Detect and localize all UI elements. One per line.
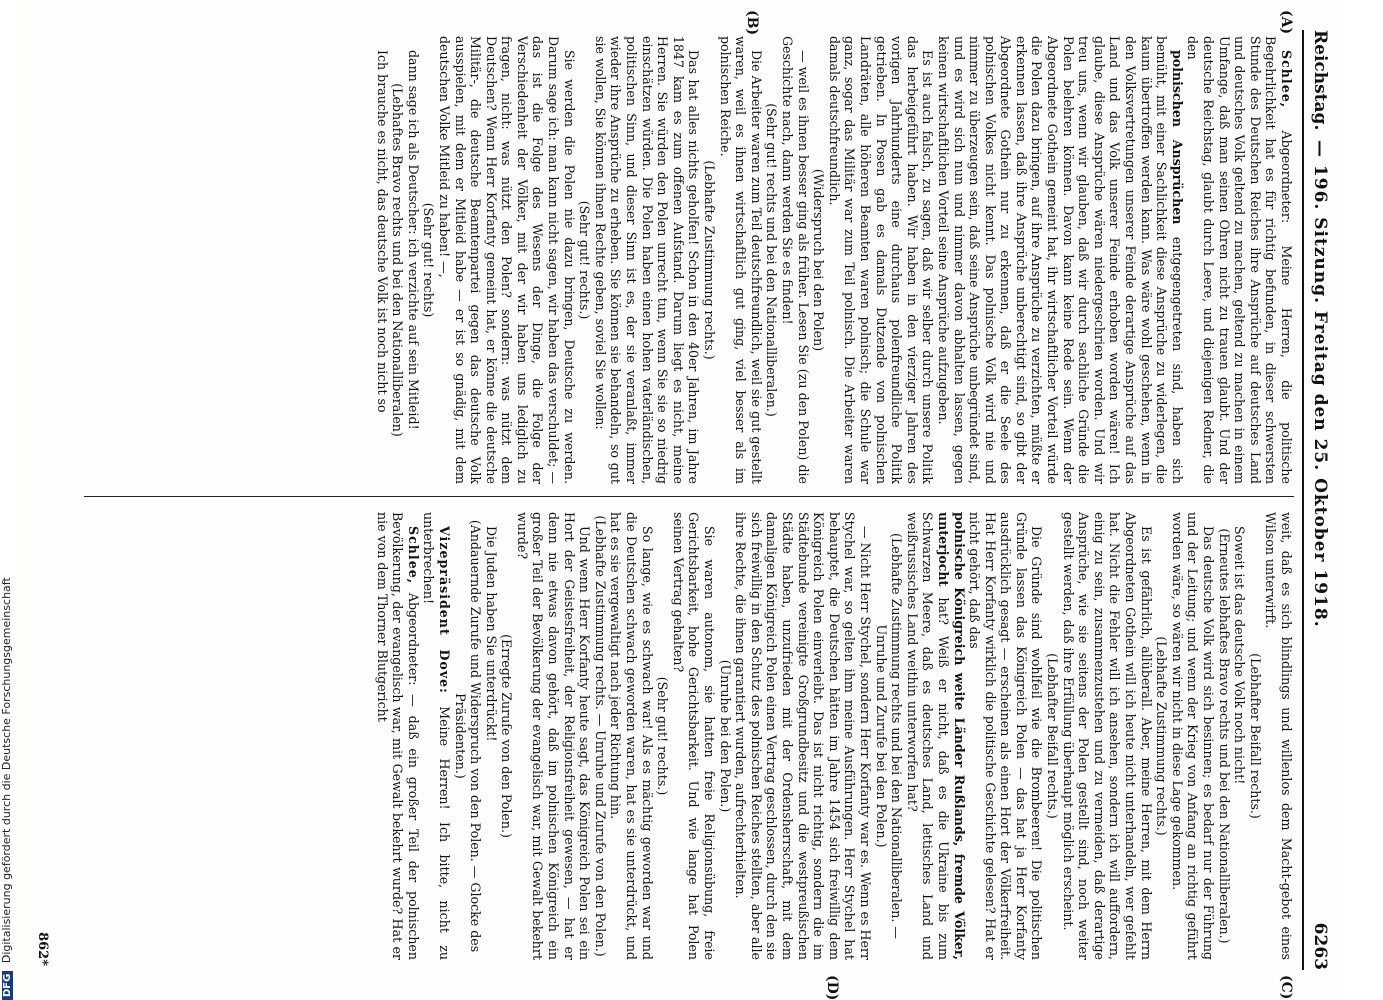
paragraph-text: (Sehr gut! rechts.) [577,200,593,320]
stage-direction [1216,512,1232,960]
paragraph [1185,36,1294,484]
margin-marker-b: (B) [744,10,760,36]
paragraph-text: Abgeordneter: Meine Herren, die politische Begehrlichkeit hat es für richtig befunden, in dieser schwersten Stunde des Deutschen Reiches ihre Ansprüche auf deutsches Land und deutsches Volk geltend zu machen, geltend zu machen in einem Umfange, daß man seinen Ohren nicht zu trauen glaubt. Und der deutsche Reichstag, glaubt durch Leere, und diejenigen Redner, die den [1185,36,1294,484]
paragraph [374,512,421,960]
paragraph-text: Die Gründe sind wohlfeil wie die Brombeeren! Die politischen Gründe lassen das Königreich Polen — das hat ja Herr Korfanty ausdrücklich gesagt — erscheinen als einen Hort der Völkerfreiheit. Hat Herr Korfanty wirklich die politische Geschichte gelesen? Hat er nicht gehört, daß das [967,512,1045,960]
margin-marker-a: (A) [1278,10,1294,35]
paragraph [1263,512,1294,960]
paragraph-text: (Sehr gut! rechts und bei den Nationalliberalen.) [764,103,780,417]
paragraph [717,36,764,484]
page-header [1302,30,1334,970]
paragraph-text: (Lebhafte Zustimmung rechts.) [702,160,718,360]
paragraph-text: Es ist auch falsch, zu sagen, daß wir selber durch unsere Politik das herbeigeführt haben. Wir haben in den vierziger Jahren des vorigen Jahrhunderts eine durchaus polenfreundliche Politik getrieben. In Posen gab es damals Dutzende von polnischen Landräten, alle höheren Beamten waren polnisch; die Schule war ganz, sogar das Militär war zum Teil polnisch. Die Arbeiter waren damals deutschfreundlich. [826,36,936,484]
paragraph [421,512,452,960]
paragraph-text: (Lebhafte Zustimmung rechts.) [1154,636,1170,836]
dfg-logo: DFG [2,971,13,1000]
paragraph-text: Ich brauche es nicht, das deutsche Volk ist noch nicht so [374,50,390,413]
left-text-column [94,36,1294,484]
paragraph-text: hat? Weiß er nicht, daß es die Ukraine bis zum Schwarzen Meere, daß es deutsches Land, lettisches Land und weißrussisches Land weithin unterworfen hat? [904,512,951,960]
paragraph-text: — weil es ihnen besser ging als früher. Lesen Sie (zu den Polen) die Geschichte nach, dann werden Sie es finden! [780,36,811,484]
paragraph [483,512,499,960]
paragraph [1169,512,1216,960]
stage-direction [873,512,904,960]
paragraph-text: (Erneutes lebhaftes Bravo rechts und bei den Nationalliberalen.) [1216,528,1232,944]
stage-direction [701,36,717,484]
stage-direction [1247,512,1263,960]
page-number: 6263 [1310,922,1330,970]
paragraph-text: Sie waren autonom, sie hatten freie Religionsübung, freie Gerichtsbarkeit, hohe Gerichtsbarkeit. Und wie lange hat Polen seinen Vertrag gehalten? [670,512,718,960]
stage-direction [421,36,437,484]
paragraph [967,512,1045,960]
paragraph-text: So lange, wie es schwach war! Als es mächtig geworden war und die Deutschen schwach geworden waren, hat es sie unterdrückt, und hat es sie vergewaltigt nach jeder Richtung hin. [608,512,655,960]
paragraph-text: weit, daß es sich blindlings und willenlos dem Macht-gebot eines Wilson unterwirft. [1263,512,1294,960]
paragraph-text: Abgeordneter: — daß ein großer Teil der polnischen Bevölkerung, der evangelisch war, mit Gewalt bekehrt wurde? Hat er nie von dem Thorner Blutgericht [374,512,421,960]
paragraph [608,512,655,960]
paragraph-text: (Andauernde Zurufe und Widerspruch von den Polen. — Glocke des Präsidenten.) [452,519,484,953]
paragraph [779,36,810,484]
stage-direction [452,512,483,960]
paragraph-text: Meine Herren! Ich bitte, nicht zu unterbrechen! [421,512,452,960]
paragraph-text: entgegengetreten sind, haben sich bemüht, mit einer Sachlichkeit diese Ansprüche zu widerlegen, die kaum übertroffen werden kann. Was wäre wohl geschehen, wenn in den Volksvertretungen unserer Feinde derartige Ansprüche auf das Land und das Volk unserer Feinde erhoben worden wären! Ich glaube, diese Ansprüche wären niedergeschrien worden. Und wir treu uns, wenn wir glauben, daß wir durch sachliche Gründe die Polen belehren können. Davon kann keine Rede sein. Wenn der Abgeordnete Gothein gemeint hat, ihr wirtschaftlicher Vorteil würde die Polen dazu bringen, auf ihre Ansprüche zu verzichten, müßte er erkennen lassen, daß ihre Ansprüche unberechtigt sind, so gibt der Abgeordnete Gothein nur zu erkennen, daß er die Seele des polnischen Volkes nicht kennt. Das polnische Volk wird nie und nimmer zu überzeugen sein, daß seine Ansprüche unbegründet sind, und es wird sich nun und nimmer davon abhalten lassen, gegen keinen wirtschaftlichen Vorteil seine Ansprüche aufzugeben. [935,36,1185,484]
paragraph-text: (Erregte Zurufe von den Polen.) [499,634,515,838]
paragraph-text: — Nicht Herr Stychel, sondern Herr Korfanty war es. Wenn es Herr Stychel war, so gelten ihm meine Ausführungen. Herr Stychel hat behauptet, die Deutschen hätten im Jahre 1454 sich freiwillig dem Königreich Polen einverleibt. Das ist nicht richtig, sondern die im Städtebunde vereinigte Großgrundbesitz und die westpreußischen Städte haben, unzufrieden mit der Ordensherrschaft, mit dem damaligen Königreich Polen einen Vertrag geschlossen, durch den sie sich freiwillig in den Schutz des polnischen Reiches stellten, aber alle ihre Rechte, die ihnen garantiert wurden, aufrechterhielten. [733,512,873,960]
funding-credit-strip [0,0,16,1000]
signature-mark: 862* [35,932,50,966]
speaker-name: Schlee, [405,526,421,585]
paragraph [436,36,576,484]
paragraph-text: Und wenn Herr Korfanty heute sagt, das Königreich Polen sei ein Hort der Geistesfreiheit, der Religionsfreiheit gewesen, — hat er denn nie etwas davon gehört, daß im polnischen Königreich ein großer Teil der Bevölkerung der evangelisch war, mit Gewalt bekehrt wurde? [514,512,593,960]
paragraph-text: Das hat alles nichts geholfen! Schon in den 40er Jahren, im Jahre 1847 kam es zum offenen Aufstand. Darum liegt es nicht, meine Herren. Sie würden den Polen unrecht tun, wenn Sie sie so niedrig einschätzen würden. Die Polen haben einen hohen vaterländischen, politischen Sinn, und dieser Sinn ist es, der sie veranlaßt, immer wieder ihre Ansprüche zu erheben. Sie können sie behandeln, so gut sie wollen, Sie können ihnen Rechte geben, soviel Sie wollen: [592,36,702,484]
right-text-column [94,512,1294,960]
emphasized-text: polnischen Ansprüchen [1169,50,1185,225]
paragraph-text: Soweit ist das deutsche Volk noch nicht! [1232,526,1248,785]
paragraph [405,36,421,484]
header-session: — 196. Sitzung. Freitag den 25. Oktober 1918. [1310,140,1330,628]
paragraph [670,512,717,960]
margin-marker-c: (C) [1278,975,1294,1000]
paragraph [935,36,1185,484]
stage-direction [1045,512,1061,960]
paragraph-text: Die Arbeiter waren zum Teil deutschfreundlich, weil sie gut gestellt waren, weil es ihnen wirtschaftlich gut ging, viel besser als im polnischen Reiche. [717,36,764,484]
paragraph [514,512,592,960]
paragraph-text: (Sehr gut! rechts.) [655,676,671,796]
emphasized-text: polnische Königreich weite Länder Rußlands, fremde Völker, unterjocht [935,512,967,960]
speaker-name: Vizepräsident Dove: [436,526,452,694]
paragraph-text: (Unruhe bei den Polen.) [717,659,733,813]
stage-direction [1154,512,1170,960]
paragraph [1060,512,1154,960]
scanned-page [20,0,1340,1000]
stage-direction [717,512,733,960]
funding-credit-text: Digitalisierung gefördert durch die Deutsche Forschungsgemeinschaft [0,577,13,964]
paragraph-text: Das deutsche Volk wird sich besinnen; es bedarf nur der Führung und der Leitung; und wenn der Krieg von Anfang an richtig geführt worden wäre, so wären wir nicht in diese Lage gekommen. [1169,512,1217,960]
stage-direction [655,512,671,960]
paragraph-text: (Lebhaftes Bravo rechts und bei den Nationalliberalen) [390,83,406,437]
paragraph [374,36,390,484]
paragraph-text: (Lebhafter Beifall rechts.) [1045,653,1061,819]
paragraph-text: Sie werden die Polen nie dazu bringen, Deutsche zu werden. Darum sage ich: man kann nicht sagen, wir haben das verschuldet; — das ist die Folge des Wesens der Dinge, die Folge der Verschiedenheit der Völker, mit der wir haben uns lediglich zu fragen, nicht: was nützt den Polen? sondern: was nützt dem Deutschen? Wenn Herr Korfanty gemeint hat, er könne die deutsche Militär-, die deutsche Beamtenpartei gegen das deutsche Volk ausspielen, mit dem er Mitleid habe — er ist so gnädig, mit dem deutschen Volke Mitleid zu haben! —, [436,36,577,484]
paragraph [826,36,935,484]
stage-direction [592,512,608,960]
stage-direction [577,36,593,484]
paragraph [1232,512,1248,960]
stage-direction [811,36,827,484]
paragraph-text: Die Juden haben Sie unterdrückt! [483,526,499,742]
stage-direction [499,512,515,960]
stage-direction [764,36,780,484]
paragraph-text: (Widerspruch bei den Polen) [811,168,827,352]
paragraph [733,512,873,960]
header-title: Reichstag. [1310,30,1330,131]
column-divider [84,496,1294,497]
paragraph-text: (Lebhafte Zustimmung rechts. — Unruhe und Zurufe von den Polen.) [592,515,608,957]
paragraph-text: (Lebhafte Zustimmung rechts und bei den Nationalliberalen. — Unruhe und Zurufe bei den Polen.) [873,533,905,939]
paragraph-text: dann sage ich als Deutscher: ich verzichte auf sein Mitleid! [405,50,421,430]
paragraph [904,512,966,960]
paragraph-text: (Lebhafter Beifall rechts.) [1247,653,1263,819]
paragraph-text: (Sehr gut! rechts) [421,202,437,318]
stage-direction [390,36,406,484]
paragraph [592,36,701,484]
margin-marker-d: (D) [824,975,840,1000]
speaker-name: Schlee, [1279,50,1294,109]
paragraph-text: Es ist gefährlich, allüberall. Aber, meine Herren, mit dem Herrn Abgeordneten Gothein will ich heute nicht unterhandeln, wer gefehlt hat. Nicht die Fehler will ich ansehen, sondern ich will auffordern, einig zu sein, zusammenzustehen und zu vermeiden, daß derartige Ansprüche, wie sie seitens der Polen gestellt sind, noch weiter gestellt werden, daß ihre Erfüllung überhaupt möglich erscheint. [1060,512,1154,960]
